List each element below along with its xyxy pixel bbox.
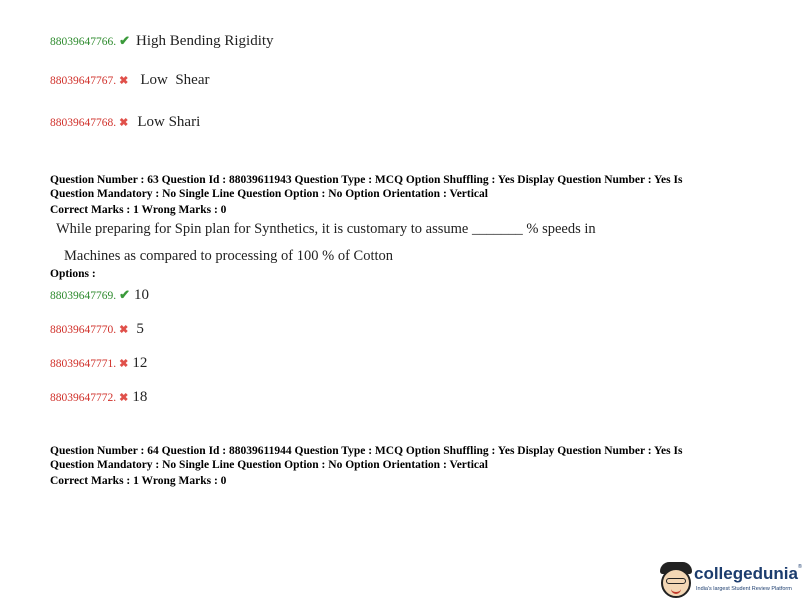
question-meta-line: Question Mandatory : No Single Line Question Option : No Option Orientation : Vertical bbox=[50, 459, 488, 471]
option-id: 88039647771. bbox=[50, 358, 117, 370]
question-meta bbox=[50, 444, 750, 488]
option-text: 12 bbox=[132, 355, 148, 371]
option-id: 88039647766. bbox=[50, 36, 117, 48]
option-id: 88039647769. bbox=[50, 290, 117, 302]
logo-tagline: India's largest Student Review Platform bbox=[696, 586, 792, 592]
question-text: While preparing for Spin plan for Synthetics, it is customary to assume _______ % speeds in bbox=[56, 221, 596, 237]
cross-icon: ✖ bbox=[119, 324, 129, 336]
question-marks: Correct Marks : 1 Wrong Marks : 0 bbox=[50, 204, 227, 216]
option-row bbox=[50, 32, 274, 50]
logo-trademark: ® bbox=[797, 564, 802, 570]
option-text: High Bending Rigidity bbox=[136, 33, 274, 49]
option-id: 88039647772. bbox=[50, 392, 117, 404]
question-meta-line: Question Number : 64 Question Id : 88039611944 Question Type : MCQ Option Shuffling : Yes Display Question Number : Yes Is bbox=[50, 445, 683, 457]
option-row bbox=[50, 286, 149, 304]
option-row bbox=[50, 71, 210, 89]
option-row bbox=[50, 388, 147, 406]
option-row bbox=[50, 113, 200, 131]
cross-icon: ✖ bbox=[119, 358, 129, 370]
logo-wordmark: collegedunia bbox=[694, 564, 798, 583]
option-text: Low Shear bbox=[140, 72, 210, 88]
cross-icon: ✖ bbox=[119, 75, 129, 87]
option-text: 5 bbox=[136, 321, 144, 337]
question-marks: Correct Marks : 1 Wrong Marks : 0 bbox=[50, 475, 227, 487]
cross-icon: ✖ bbox=[119, 392, 129, 404]
check-icon: ✔ bbox=[119, 287, 131, 302]
option-row bbox=[50, 320, 144, 338]
option-text: 18 bbox=[132, 389, 148, 405]
option-id: 88039647768. bbox=[50, 117, 117, 129]
option-row bbox=[50, 354, 147, 372]
question-meta bbox=[50, 173, 750, 217]
mascot-icon bbox=[660, 562, 692, 598]
options-label: Options : bbox=[50, 268, 96, 280]
question-meta-line: Question Number : 63 Question Id : 88039611943 Question Type : MCQ Option Shuffling : Yes Display Question Number : Yes Is bbox=[50, 174, 683, 186]
question-text: Machines as compared to processing of 100 % of Cotton bbox=[64, 248, 393, 264]
cross-icon: ✖ bbox=[119, 117, 129, 129]
check-icon: ✔ bbox=[119, 33, 131, 48]
option-id: 88039647767. bbox=[50, 75, 117, 87]
option-text: 10 bbox=[134, 287, 150, 303]
collegedunia-logo bbox=[660, 560, 802, 600]
option-text: Low Shari bbox=[137, 114, 201, 130]
option-id: 88039647770. bbox=[50, 324, 117, 336]
question-meta-line: Question Mandatory : No Single Line Question Option : No Option Orientation : Vertical bbox=[50, 188, 488, 200]
